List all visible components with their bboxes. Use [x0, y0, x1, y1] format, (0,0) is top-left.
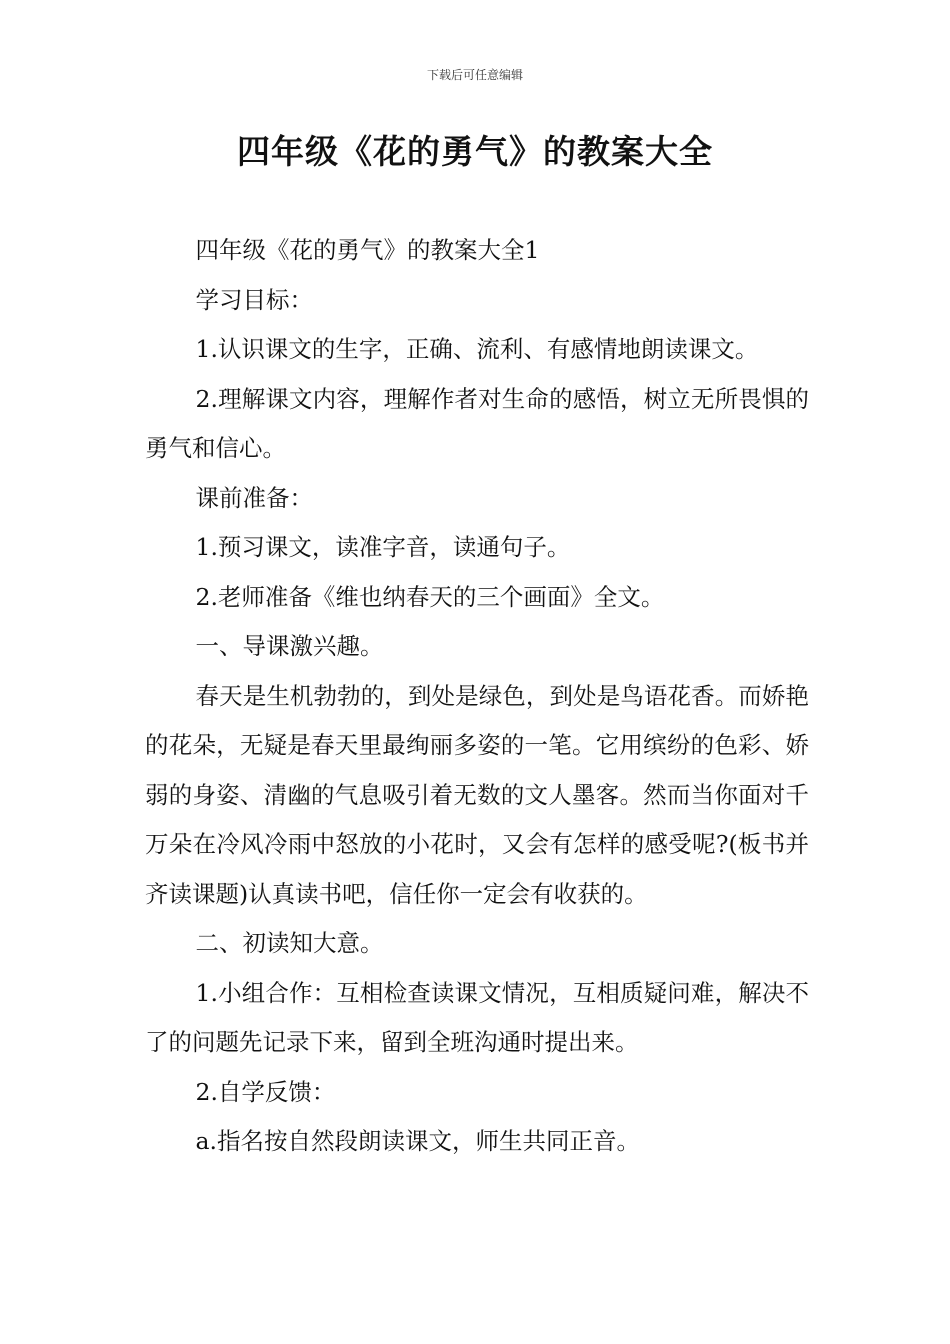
header-note: 下载后可任意编辑 [426, 68, 523, 82]
document-body [145, 226, 809, 1167]
paragraph-preparation-1: 1.预习课文，读准字音，读通句子。 [195, 533, 571, 561]
paragraph-goal-2: 2.理解课文内容，理解作者对生命的感悟，树立无所畏惧的勇气和信心。 [145, 384, 809, 462]
paragraph-section-heading: 四年级《花的勇气》的教案大全1 [195, 236, 540, 264]
paragraph-step-1-heading: 一、导课激兴趣。 [195, 632, 384, 660]
paragraph-group-work: 1.小组合作：互相检查读课文情况，互相质疑问难，解决不了的问题先记录下来，留到全班沟通时提出来。 [145, 978, 809, 1056]
paragraph-self-study-feedback: 2.自学反馈： [195, 1077, 336, 1106]
paragraph-preparation-2: 2.老师准备《维也纳春天的三个画面》全文。 [195, 582, 665, 611]
paragraph-introduction: 春天是生机勃勃的，到处是绿色，到处是鸟语花香。而娇艳的花朵，无疑是春天里最绚丽多姿的一笔。它用缤纷的色彩、娇弱的身姿、清幽的气息吸引着无数的文人墨客。然而当你面对千万朵在冷风冷雨中怒放的小花时，又会有怎样的感受呢?(板书并齐读课题)认真读书吧，信任你一定会有收获的。 [145, 681, 809, 908]
paragraph-preparation-label: 课前准备： [195, 483, 314, 512]
document-title: 四年级《花的勇气》的教案大全 [237, 132, 713, 171]
paragraph-read-aloud: a.指名按自然段朗读课文，师生共同正音。 [195, 1127, 640, 1155]
paragraph-step-2-heading: 二、初读知大意。 [195, 929, 384, 957]
paragraph-goal-1: 1.认识课文的生字，正确、流利、有感情地朗读课文。 [195, 335, 759, 363]
paragraph-learning-goals-label: 学习目标： [195, 285, 314, 314]
